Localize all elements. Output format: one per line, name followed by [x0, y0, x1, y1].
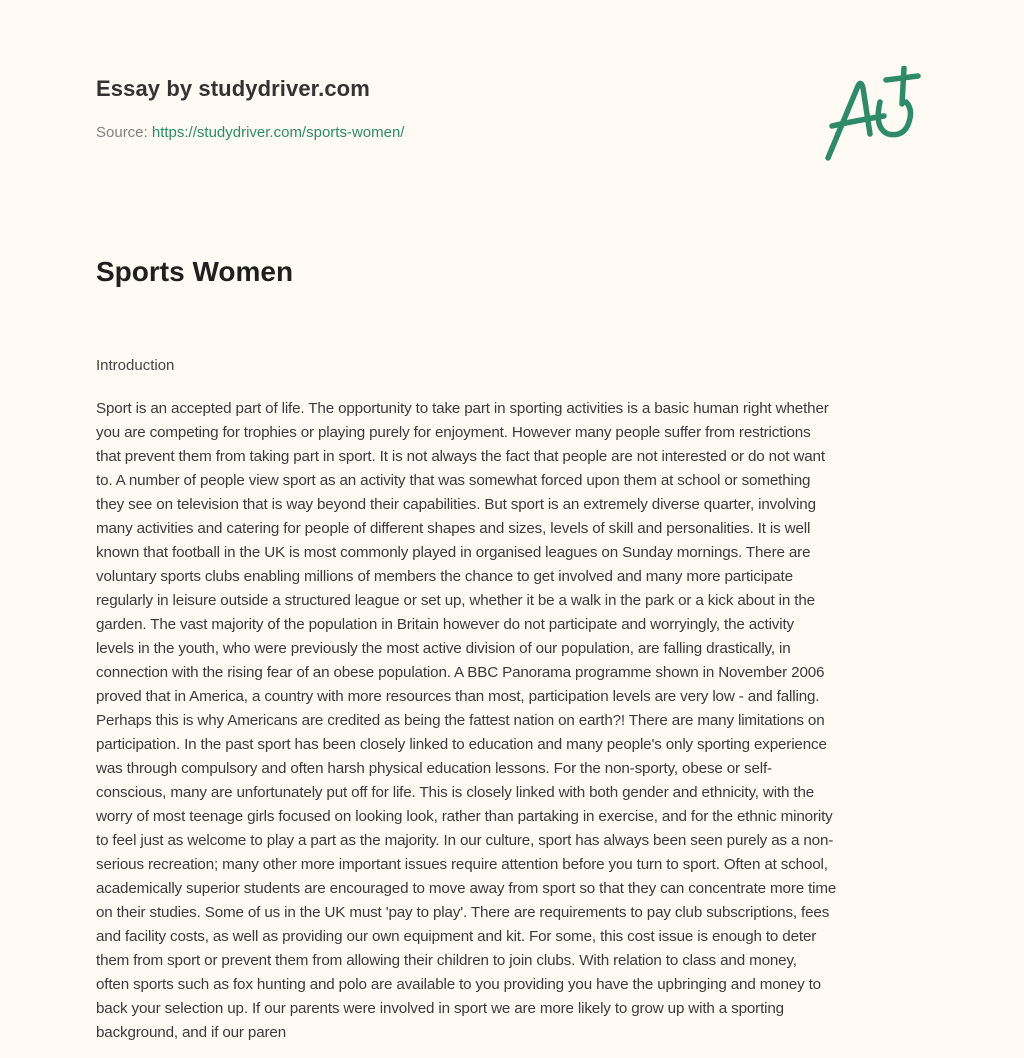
source-line: [96, 124, 404, 141]
essay-line: many activities and catering for people of different shapes and sizes, levels of skill and personalities. It is well: [96, 520, 811, 537]
essay-line: connection with the rising fear of an obese population. A BBC Panorama programme shown in November 2006: [96, 664, 825, 681]
essay-line: known that football in the UK is most commonly played in organised leagues on Sunday mornings. There are: [96, 544, 811, 561]
essay-line: them from sport or prevent them from allowing their children to join clubs. With relation to class and money,: [96, 952, 797, 969]
essay-line: proved that in America, a country with more resources than most, participation levels are very low - and falling.: [96, 688, 820, 705]
page-title: Sports Women: [96, 256, 294, 287]
essay-line: and facility costs, as well as providing our own equipment and kit. For some, this cost issue is enough to deter: [96, 928, 817, 945]
essay-line: garden. The vast majority of the population in Britain however do not participate and worryingly, the activity: [96, 616, 794, 633]
essay-line: to feel just as welcome to play a part as the majority. In our culture, sport has always been seen purely as a non-: [96, 832, 834, 849]
essay-line: on their studies. Some of us in the UK must 'pay to play'. There are requirements to pay club subscriptions, fees: [96, 904, 830, 921]
essay-line: levels in the youth, who were previously the most active division of our population, are falling drastically, in: [96, 640, 791, 657]
essay-line: that prevent them from taking part in sport. It is not always the fact that people are not interested or do not want: [96, 448, 825, 465]
essay-line: worry of most teenage girls focused on looking look, rather than partaking in exercise, and for the ethnic minority: [96, 808, 833, 825]
essay-line: back your selection up. If our parents were involved in sport we are more likely to grow up with a sporting: [96, 1000, 784, 1017]
a-plus-grade-icon: [820, 66, 930, 166]
essay-line: you are competing for trophies or playing purely for enjoyment. However many people suffer from restrictions: [96, 424, 811, 441]
essay-line: background, and if our paren: [96, 1024, 286, 1041]
essay-line: regularly in leisure outside a structured league or set up, whether it be a walk in the park or a kick about in the: [96, 592, 815, 609]
essay-line: to. A number of people view sport as an activity that was somewhat forced upon them at school or something: [96, 472, 811, 489]
essay-line: voluntary sports clubs enabling millions of members the chance to get involved and many more participate: [96, 568, 793, 585]
site-brand: Essay by studydriver.com: [96, 76, 370, 101]
essay-line: conscious, many are unfortunately put off for life. This is closely linked with both gender and ethnicity, with the: [96, 784, 815, 801]
source-label: Source:: [96, 124, 152, 141]
essay-line: Sport is an accepted part of life. The opportunity to take part in sporting activities is a basic human right whether: [96, 400, 829, 417]
essay-line: was through compulsory and often harsh physical education lessons. For the non-sporty, obese or self-: [96, 760, 772, 777]
essay-line: often sports such as fox hunting and polo are available to you providing you have the upbringing and money to: [96, 976, 821, 993]
essay-body: [96, 397, 936, 1045]
essay-line: Perhaps this is why Americans are credited as being the fattest nation on earth?! There are many limitations on: [96, 712, 825, 729]
section-heading: Introduction: [96, 357, 175, 374]
source-link[interactable]: https://studydriver.com/sports-women/: [151, 124, 405, 141]
essay-line: participation. In the past sport has been closely linked to education and many people's only sporting experience: [96, 736, 827, 753]
essay-line: they see on television that is way beyond their capabilities. But sport is an extremely diverse quarter, involving: [96, 496, 816, 513]
essay-line: academically superior students are encouraged to move away from sport so that they can concentrate more time: [96, 880, 837, 897]
essay-line: serious recreation; many other more important issues require attention before you turn to sport. Often at school,: [96, 856, 828, 873]
